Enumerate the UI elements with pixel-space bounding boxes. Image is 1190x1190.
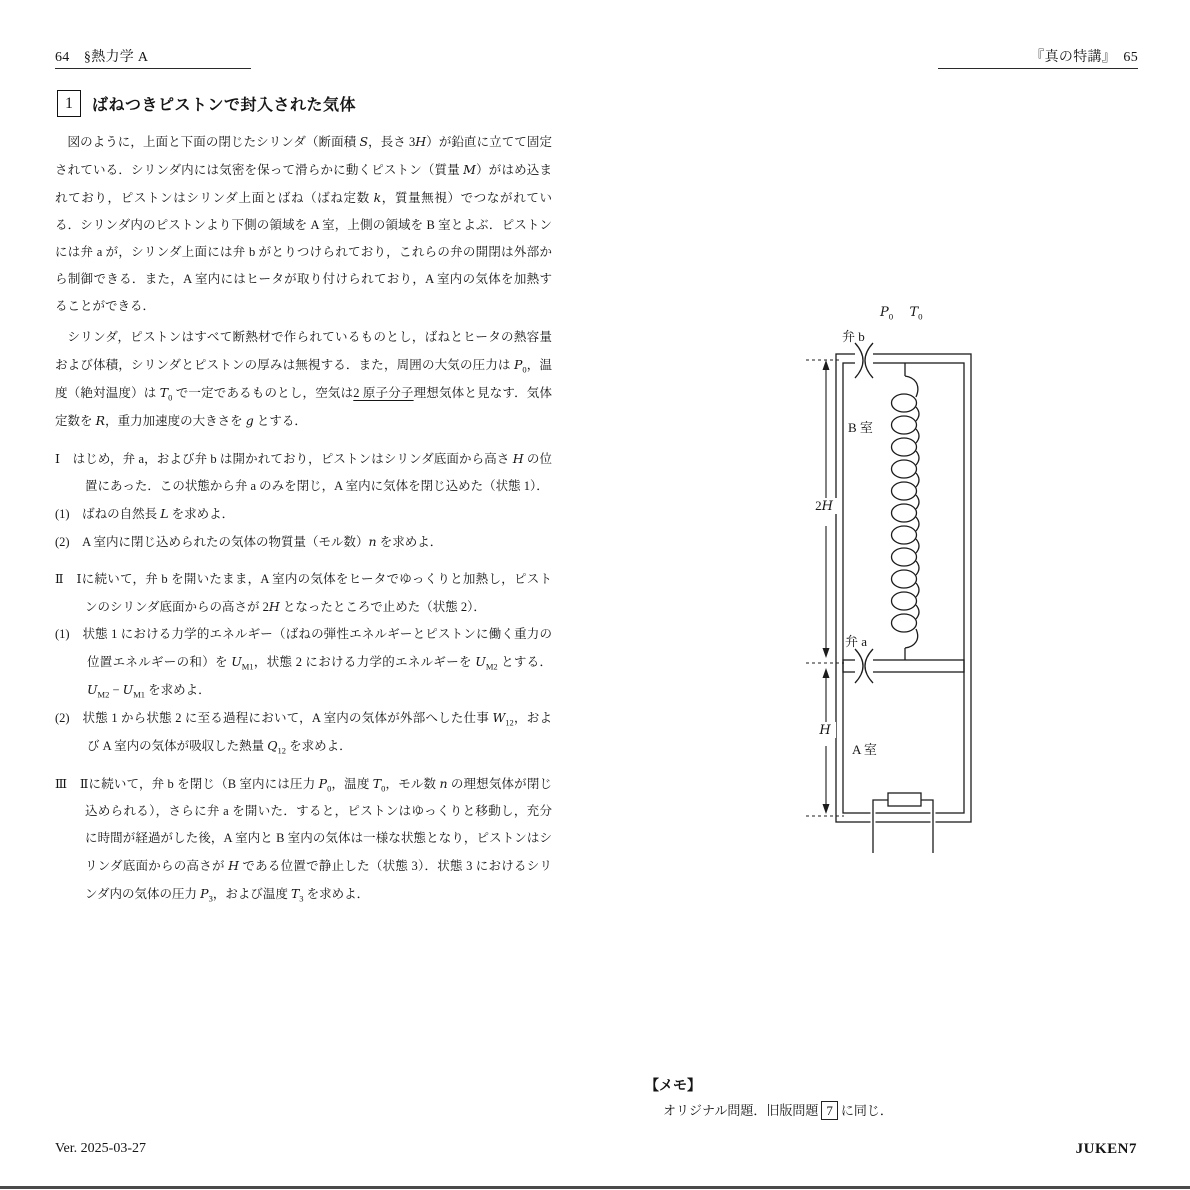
section-1-item-2: (2) A 室内に閉じ込められたの気体の物質量（モル数）n を求めよ． [55,534,443,549]
memo-text-before: オリジナル問題．旧版問題 [663,1103,819,1118]
intro-paragraph: 図のように，上面と下面の閉じたシリンダ（断面積 S，長さ 3H）が鉛直に立てて固定されている．シリンダ内には気密を保って滑らかに動くピストン（質量 M）がはめ込まれており，ピストンはシリンダ上面とばね（ばね定数 k，質量無視）でつながれている．シリンダ内のピストンより下側の領域を A 室，上側の領域を B 室とよぶ．ピストンには弁 a が，シリンダ上面には弁 b がとりつけられており，これらの弁の開閉は外部から制御できる．また，A 室内にはヒータが取り付けられており，A 室内の気体を加熱することができる． [55,134,552,313]
problem-text-column [55,128,552,908]
dimension-lines [806,360,844,816]
valve-a-icon [855,648,873,684]
version-label: Ver. 2025-03-27 [55,1141,146,1156]
brand-label: JUKEN7 [1075,1141,1137,1157]
section-3-lead: Ⅲ Ⅱに続いて，弁 b を閉じ（B 室内には圧力 $P_0$，温度 $T_0$，モル数 n の理想気体が閉じ込められる），さらに弁 a を開いた．すると，ピストンはゆっくりと移動し，充分に時間が経過がした後，A 室内と B 室内の気体は一様な状態となり，ピストンはシリンダ底面からの高さが H である位置で静止した（状態 3）．状態 3 におけるシリンダ内の気体の圧力 $P_3$，および温度 $T_3$ を求めよ． [55,776,552,904]
section-2-item-2: (2) 状態 1 から状態 2 に至る過程において，A 室内の気体が外部へした仕事 $W_{12}$，および A 室内の気体が吸収した熱量 $Q_{12}$ を求めよ． [55,710,552,756]
page-bottom-edge [0,1186,1190,1189]
valve-b-label: 弁 b [842,329,865,344]
chamber-a-label: A 室 [852,742,877,757]
section-2-item-1: (1) 状態 1 における力学的エネルギー（ばねの弾性エネルギーとピストンに働く重力の位置エネルギーの和）を $U_{M1}$，状態 2 における力学的エネルギーを $U_{M2}$ とする．$U_{M2} - U_{M1}$ を求めよ． [55,627,552,700]
valve-a-label: 弁 a [845,634,868,649]
memo-heading: 【メモ】 [645,1077,701,1093]
memo-text-after: に同じ． [840,1103,893,1118]
header-rule-right [938,68,1138,69]
memo-boxed-number: 7 [821,1101,838,1120]
cylinder-diagram [780,280,1020,880]
problem-title: ばねつきピストンで封入された気体 [92,97,357,114]
dimension-2h-label: 2H [809,498,839,514]
section-1-item-1: (1) ばねの自然長 L を求めよ． [55,506,235,521]
section-2-lead: Ⅱ Ⅰに続いて，弁 b を開いたまま，A 室内の気体をヒータでゆっくりと加熱し，ピストンのシリンダ底面からの高さが 2H となったところで止めた（状態 2）． [55,572,552,614]
valve-b-icon [855,342,873,378]
spring-coil [892,363,920,660]
section-3 [55,770,552,908]
dimension-h-label: H [814,722,836,738]
intro-paragraph: シリンダ，ピストンはすべて断熱材で作られているものとし，ばねとヒータの熱容量および体積，シリンダとピストンの厚みは無視する．また，周囲の大気の圧力は $P_0$，温度（絶対温度）は $T_0$ で一定であるものとし，空気は2 原子分子理想気体と見なす．気体定数を R，重力加速度の大きさを g とする． [55,330,552,428]
ambient-pressure-temperature-label: $P_0$ $T_0$ [880,305,923,322]
header-rule-left [55,68,251,69]
section-1 [55,445,552,556]
page-header-left: 64 §熱力学 A [55,50,149,65]
problem-heading [57,90,356,117]
section-1-lead: Ⅰ はじめ，弁 a，および弁 b は開かれており，ピストンはシリンダ底面から高さ H の位置にあった．この状態から弁 a のみを閉じ，A 室内に気体を閉じ込めた（状態 1）． [55,451,552,493]
heater [873,793,933,853]
memo-body [663,1100,893,1120]
problem-number-box: 1 [57,90,81,117]
chamber-b-label: B 室 [848,420,873,435]
cylinder-figure [780,280,1020,880]
page-header-right: 『真の特講』 65 [1030,50,1138,65]
section-2 [55,566,552,760]
